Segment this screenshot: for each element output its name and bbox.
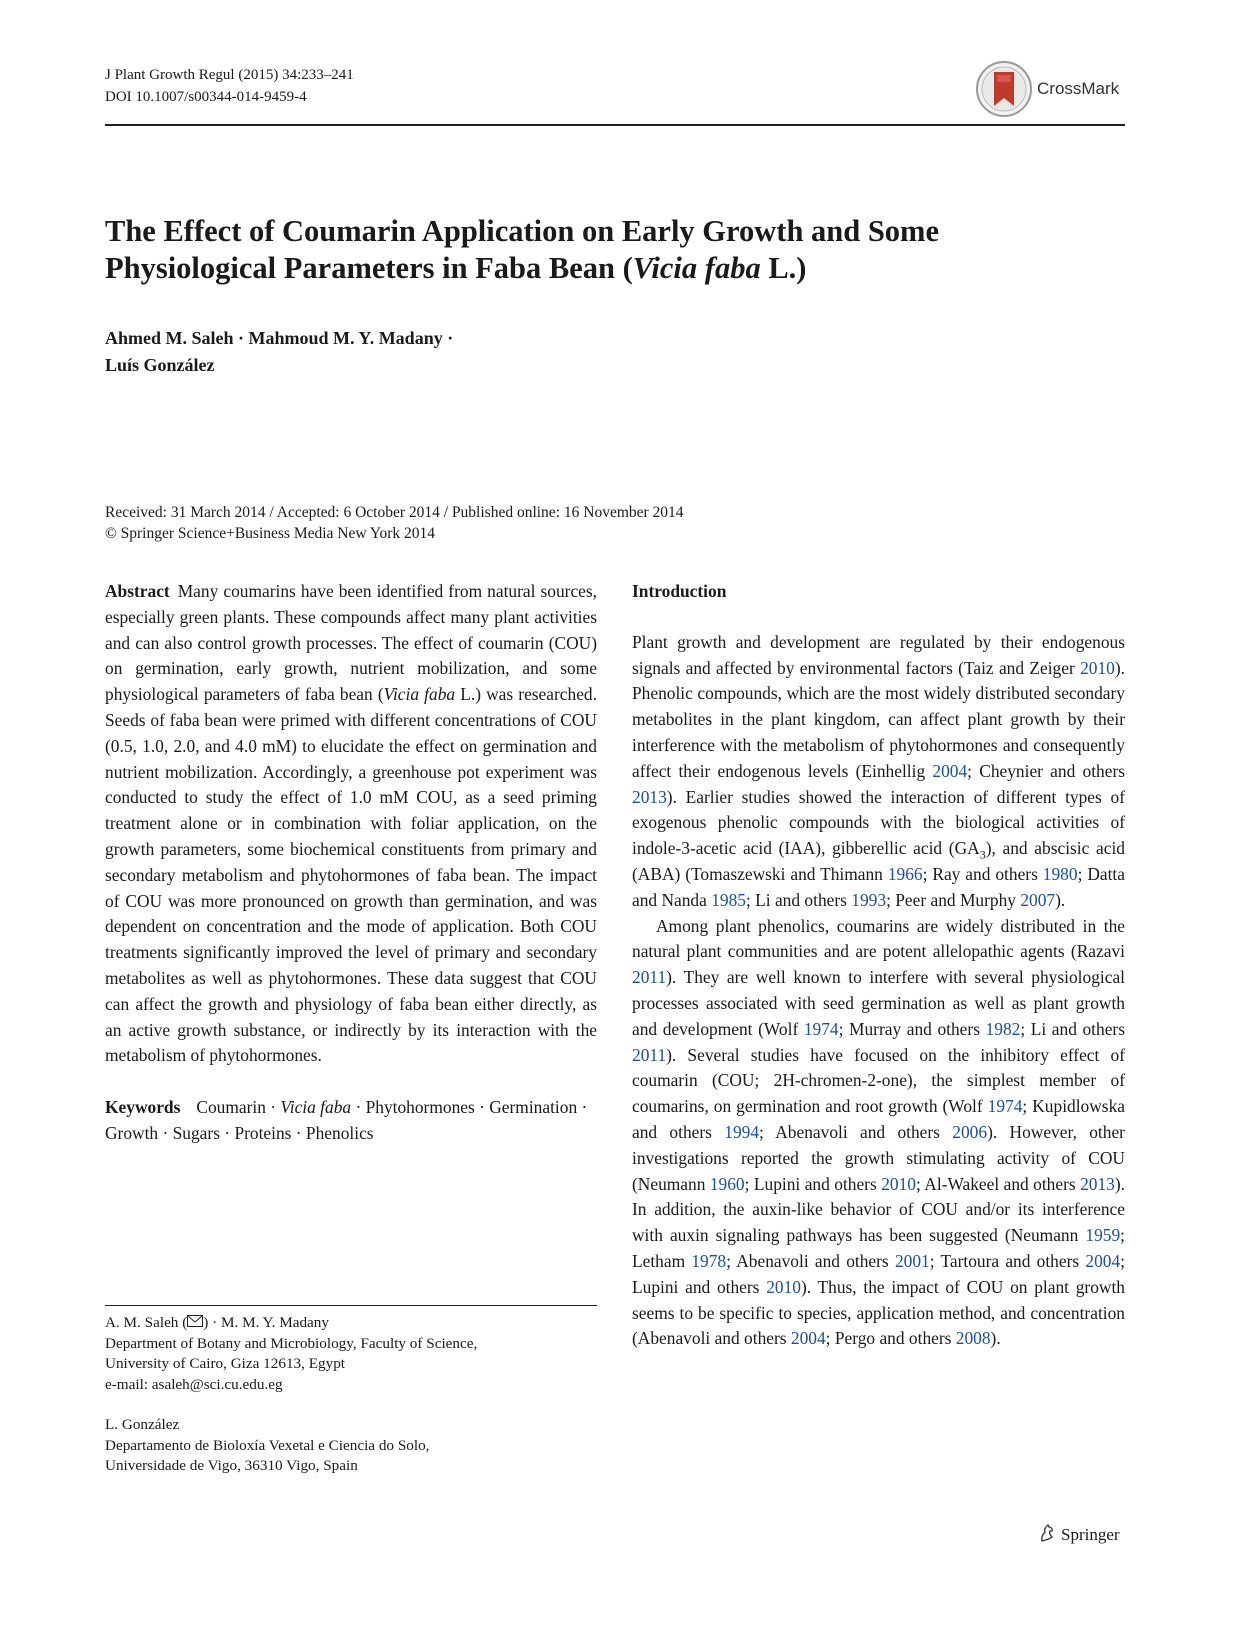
affil-1-univ: University of Cairo, Giza 12613, Egypt — [105, 1355, 346, 1372]
crossmark-label: CrossMark — [1037, 79, 1120, 98]
article-title — [105, 213, 1105, 287]
citation-link[interactable]: 2010 — [881, 1173, 916, 1194]
journal-header — [105, 64, 354, 108]
copyright-line: © Springer Science+Business Media New York 2014 — [105, 525, 436, 542]
citation-link[interactable]: 1982 — [985, 1018, 1021, 1039]
springer-label: Springer — [1061, 1525, 1120, 1544]
citation-link[interactable]: 1985 — [711, 889, 746, 910]
abstract — [105, 579, 597, 1069]
paragraph-text: ). Thus, the impact of COU on plant growth seems to be specific to species, application method, and concentration (Abenavoli and others — [632, 1276, 1125, 1349]
citation-link[interactable]: 2004 — [790, 1328, 826, 1349]
crossmark-badge[interactable] — [975, 60, 1135, 118]
citation-link[interactable]: 2013 — [632, 786, 667, 807]
paragraph-text: ; Cheynier and others — [967, 760, 1126, 781]
keywords — [105, 1095, 597, 1147]
affiliation-2 — [105, 1415, 477, 1477]
abstract-text-1: Many coumarins have been identified from natural sources, especially green plants. These compounds affect many plant activities and can also control growth processes. The effect of coumarin (COU) on germination, early growth, nutrient mobilization, and some physiological parameters of faba bean ( — [105, 581, 597, 705]
authors-line-1: Ahmed M. Saleh · Mahmoud M. Y. Madany · — [105, 328, 454, 348]
paragraph-text: ; Lupini and others — [744, 1173, 882, 1194]
title-line-1: The Effect of Coumarin Application on Early Growth and Some — [105, 214, 939, 248]
citation-link[interactable]: 2011 — [632, 1044, 667, 1065]
affil-1-author-name: A. M. Saleh ( — [105, 1314, 188, 1331]
affil-2-dept: Departamento de Bioloxía Vexetal e Ciencia do Solo, — [105, 1436, 430, 1454]
envelope-icon[interactable] — [187, 1315, 203, 1327]
citation-link[interactable]: 1959 — [1085, 1225, 1121, 1246]
intro-paragraph-1 — [632, 630, 1125, 914]
affil-1-authors — [105, 1313, 477, 1334]
title-line-2-suffix: L.) — [760, 251, 807, 285]
citation-link[interactable]: 1994 — [724, 1121, 760, 1142]
paragraph-text: ; Kupidlowska and others — [632, 1096, 1125, 1142]
affiliations — [105, 1313, 477, 1477]
publisher-footer — [1037, 1523, 1120, 1545]
springer-horse-icon — [1037, 1523, 1057, 1543]
citation-link[interactable]: 2008 — [955, 1328, 991, 1349]
citation-link[interactable]: 2004 — [932, 760, 968, 781]
citation-link[interactable]: 1974 — [803, 1018, 839, 1039]
paragraph-text: Plant growth and development are regulated by their endogenous signals and affected by environmental factors (Taiz and Zeiger — [632, 631, 1125, 678]
paragraph-text: ; Peer and Murphy — [886, 889, 1021, 910]
citation-link[interactable]: 2010 — [1080, 657, 1115, 678]
paragraph-text: ). — [1055, 889, 1066, 910]
citation-link[interactable]: 2007 — [1020, 889, 1056, 910]
citation-link[interactable]: 2004 — [1085, 1250, 1121, 1271]
paragraph-text: ; Datta and Nanda — [632, 863, 1125, 910]
header-rule — [105, 124, 1125, 126]
paragraph-text: ), and abscisic acid (ABA) (Tomaszewski and Thimann — [632, 838, 1125, 884]
affil-1-dept: Department of Botany and Microbiology, Faculty of Science, — [105, 1334, 478, 1352]
paragraph-text: ). They are well known to interfere with several physiological processes associated with seed germination as well as plant growth and development (Wolf — [632, 967, 1125, 1039]
paragraph-text: ; Lupini and others — [632, 1250, 1125, 1297]
citation-link[interactable]: 1974 — [987, 1096, 1023, 1117]
paragraph-text: ). Earlier studies showed the interaction of different types of exogenous phenolic compounds with the biological activities of indole-3-acetic acid (IAA), gibberellic acid (GA — [632, 786, 1125, 859]
affiliation-1 — [105, 1313, 477, 1395]
citation-link[interactable]: 1980 — [1042, 863, 1078, 884]
history-dates: Received: 31 March 2014 / Accepted: 6 October 2014 / Published online: 16 November 2014 — [105, 504, 684, 521]
introduction-heading: Introduction — [632, 581, 727, 601]
paragraph-text: ). However, other investigations reported the growth stimulating activity of COU (Neumann — [632, 1121, 1125, 1194]
keyword-1: Coumarin · — [196, 1097, 281, 1118]
journal-citation: J Plant Growth Regul (2015) 34:233–241 — [105, 67, 354, 83]
title-line-2-prefix: Physiological Parameters in Faba Bean ( — [105, 251, 633, 285]
paragraph-text: ; Abenavoli and others — [726, 1250, 895, 1271]
paragraph-text: ; Al-Wakeel and others — [915, 1173, 1081, 1194]
citation-link[interactable]: 2010 — [766, 1276, 801, 1297]
left-column — [105, 579, 597, 1147]
affiliation-rule — [105, 1305, 597, 1306]
keywords-rest: · Phytohormones · Germination · Growth · Sugars · Proteins · Phenolics — [105, 1097, 588, 1143]
citation-link[interactable]: 1960 — [709, 1173, 745, 1194]
journal-doi[interactable]: DOI 10.1007/s00344-014-9459-4 — [105, 89, 307, 105]
paragraph-text: ; Letham — [632, 1225, 1125, 1271]
paragraph-text: ). Several studies have focused on the inhibitory effect of coumarin (COU; 2H-chromen-2-one), the simplest member of coumarins, on germination and root growth (Wolf — [632, 1044, 1125, 1117]
keywords-heading: Keywords — [105, 1097, 181, 1118]
citation-link[interactable]: 2011 — [632, 967, 667, 988]
keyword-species: Vicia faba — [280, 1097, 352, 1118]
abstract-heading: Abstract — [105, 581, 170, 601]
paragraph-text: ; Ray and others — [922, 863, 1043, 884]
title-line-2 — [105, 250, 1105, 287]
citation-link[interactable]: 1993 — [851, 889, 887, 910]
paragraph-text: ). In addition, the auxin-like behavior of COU and/or its interference with auxin signaling pathways has been suggested (Neumann — [632, 1173, 1125, 1246]
citation-link[interactable]: 2001 — [894, 1250, 930, 1271]
subscript: 3 — [979, 847, 986, 862]
citation-link[interactable]: 2006 — [952, 1121, 988, 1142]
citation-link[interactable]: 2013 — [1080, 1173, 1115, 1194]
affil-2-univ: Universidade de Vigo, 36310 Vigo, Spain — [105, 1457, 358, 1474]
citation-link[interactable]: 1966 — [887, 863, 923, 884]
citation-link[interactable]: 1978 — [691, 1250, 727, 1271]
crossmark-logo-icon — [975, 60, 1033, 118]
paragraph-text: ). Phenolic compounds, which are the most widely distributed secondary metabolites in the plant kingdom, can affect plant growth by their interference with the metabolism of phytohormones and consequently affect their endogenous levels (Einhellig — [632, 657, 1125, 781]
affil-1-coauthor: ) · M. M. Y. Madany — [203, 1314, 329, 1331]
intro-paragraph-2 — [632, 914, 1125, 1353]
paragraph-text: ; Pergo and others — [825, 1328, 956, 1349]
article-dates — [105, 502, 684, 544]
affil-2-author: L. González — [105, 1416, 180, 1433]
author-list — [105, 325, 453, 379]
paragraph-text: Among plant phenolics, coumarins are widely distributed in the natural plant communities and are potent allelopathic agents (Razavi — [632, 915, 1125, 962]
paragraph-text: ; Murray and others — [838, 1018, 986, 1039]
paragraph-text: ; Li and others — [745, 889, 852, 910]
paragraph-text: ; Tartoura and others — [929, 1250, 1086, 1271]
paragraph-text: ; Li and others — [1020, 1018, 1125, 1039]
paragraph-text: ; Abenavoli and others — [759, 1121, 953, 1142]
paragraph-text: ). — [990, 1328, 1001, 1349]
title-species: Vicia faba — [632, 251, 761, 285]
abstract-species: Vicia faba — [383, 684, 456, 705]
right-column — [632, 579, 1125, 1352]
abstract-text-2: L.) was researched. Seeds of faba bean were primed with different concentrations of COU (0.5, 1.0, 2.0, and 4.0 mM) to elucidate the effect on germination and nutrient mobilization. Accordingly, a greenhouse pot experiment was conducted to study the effect of 1.0 mM COU, as a seed priming treatment alone or in combination with foliar application, on the growth parameters, some biochemical constituents from primary and secondary metabolism and phytohormones of faba bean. The impact of COU was more pronounced on growth than germination, and was dependent on concentration and the mode of application. Both COU treatments significantly improved the level of primary and secondary metabolites as well as phytohormones. These data suggest that COU can affect the growth and physiology of faba bean either directly, as an active growth substance, or indirectly by its interaction with the metabolism of phytohormones. — [105, 684, 597, 1066]
affil-1-email[interactable]: e-mail: asaleh@sci.cu.edu.eg — [105, 1375, 283, 1393]
authors-line-2: Luís González — [105, 355, 215, 375]
